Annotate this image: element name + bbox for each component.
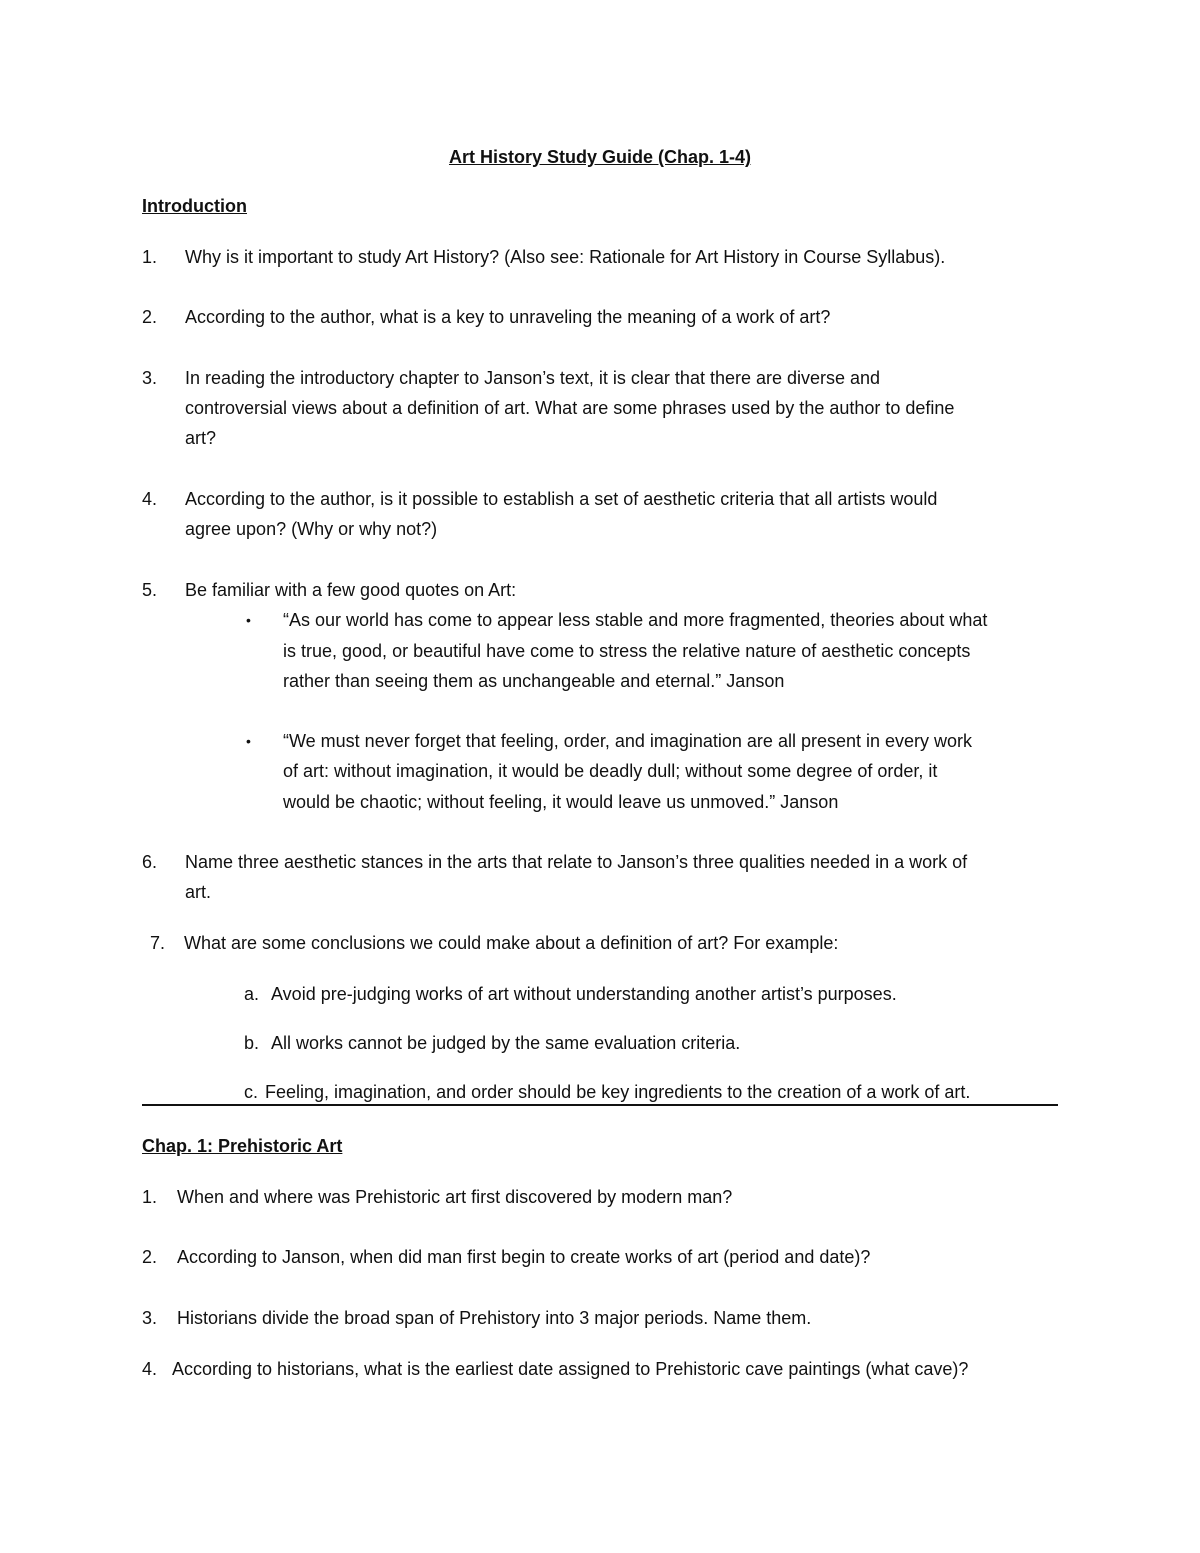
list-number: 7. — [150, 933, 166, 953]
quote-text: of art: without imagination, it would be deadly dull; without some degree of order, it — [283, 761, 938, 781]
list-item-text: What are some conclusions we could make about a definition of art? For example: — [184, 933, 839, 953]
list-item-text: According to the author, is it possible to establish a set of aesthetic criteria that all artists would — [185, 489, 938, 509]
list-item-text: art? — [185, 428, 217, 448]
sublist-letter: c. — [244, 1082, 259, 1102]
bullet-icon: • — [246, 733, 251, 749]
list-number: 5. — [142, 580, 158, 600]
list-item-text: According to Janson, when did man first begin to create works of art (period and date)? — [177, 1247, 871, 1267]
list-number: 1. — [142, 1187, 158, 1207]
list-number: 1. — [142, 247, 158, 267]
list-item-text: According to the author, what is a key to unraveling the meaning of a work of art? — [185, 307, 831, 327]
quote-text: “As our world has come to appear less stable and more fragmented, theories about what — [283, 610, 988, 630]
list-number: 4. — [142, 1359, 158, 1379]
quote-text: “We must never forget that feeling, order, and imagination are all present in every work — [283, 731, 973, 751]
list-item-text: Be familiar with a few good quotes on Art: — [185, 580, 517, 600]
list-item-text: According to historians, what is the earliest date assigned to Prehistoric cave paintings (what cave)? — [172, 1359, 969, 1379]
sublist-item-text: All works cannot be judged by the same evaluation criteria. — [271, 1033, 741, 1053]
list-item-text: Historians divide the broad span of Prehistory into 3 major periods. Name them. — [177, 1308, 812, 1328]
section-divider — [142, 1104, 1058, 1106]
sublist-item-text: Avoid pre-judging works of art without understanding another artist’s purposes. — [271, 984, 897, 1004]
list-number: 3. — [142, 1308, 158, 1328]
list-item-text: controversial views about a definition of art. What are some phrases used by the author to define — [185, 398, 955, 418]
list-number: 4. — [142, 489, 158, 509]
quote-text: is true, good, or beautiful have come to stress the relative nature of aesthetic concepts — [283, 641, 971, 661]
bullet-icon: • — [246, 612, 251, 628]
list-number: 2. — [142, 307, 158, 327]
list-number: 2. — [142, 1247, 158, 1267]
list-number: 3. — [142, 368, 158, 388]
list-item-text: art. — [185, 882, 212, 902]
sublist-letter: b. — [244, 1033, 260, 1053]
sublist-item-text: Feeling, imagination, and order should be key ingredients to the creation of a work of art. — [265, 1082, 971, 1102]
list-item-text: When and where was Prehistoric art first discovered by modern man? — [177, 1187, 733, 1207]
page-title: Art History Study Guide (Chap. 1-4) — [448, 147, 752, 167]
list-item-text: Why is it important to study Art History? (Also see: Rationale for Art History in Course Syllabus). — [185, 247, 946, 267]
quote-text: would be chaotic; without feeling, it would leave us unmoved.” Janson — [283, 792, 839, 812]
list-item-text: Name three aesthetic stances in the arts that relate to Janson’s three qualities needed in a work of — [185, 852, 968, 872]
list-number: 6. — [142, 852, 158, 872]
sublist-letter: a. — [244, 984, 260, 1004]
list-item-text: In reading the introductory chapter to Janson’s text, it is clear that there are diverse and — [185, 368, 881, 388]
section-heading-chapter-1: Chap. 1: Prehistoric Art — [142, 1136, 343, 1156]
quote-text: rather than seeing them as unchangeable and eternal.” Janson — [283, 671, 785, 691]
list-item-text: agree upon? (Why or why not?) — [185, 519, 438, 539]
section-heading-introduction: Introduction — [142, 196, 247, 216]
